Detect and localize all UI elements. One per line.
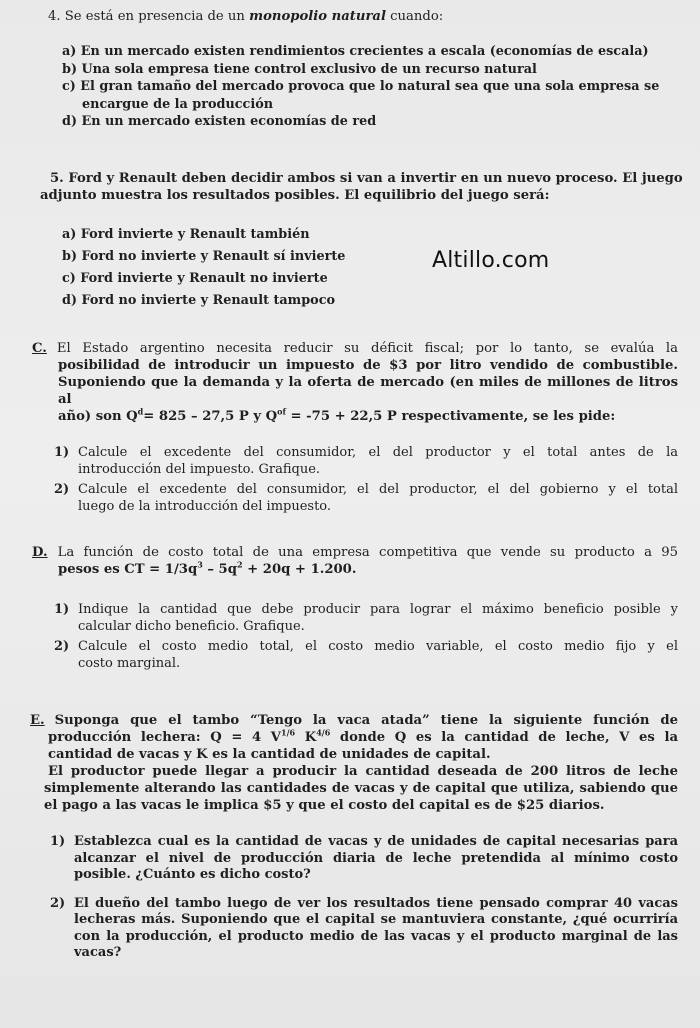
question-d-line-2: pesos es CT = $1/3q^3 - 5q^2 + 20q + 1.200$. xyxy=(58,559,357,577)
question-c-line-3: Suponiendo que la demanda y la oferta de mercado (en miles de millones de litros al xyxy=(58,375,678,407)
question-e-items xyxy=(30,834,678,962)
question-e-line-5: simplemente alterando las cantidades de vacas y de capital que utiliza, sabiendo que xyxy=(44,781,678,796)
option-b: b) Una sola empresa tiene control exclusivo de un recurso natural xyxy=(62,61,537,77)
option-b: b) Ford no invierte y Renault sí invierte xyxy=(62,249,346,264)
question-d-item-1: 1) Indique la cantidad que debe producir para lograr el máximo beneficio posible y calcular dicho beneficio. Grafique. xyxy=(54,602,678,634)
option-d: d) En un mercado existen economías de red xyxy=(62,114,377,129)
question-d-line-1: D. La función de costo total de una empresa competitiva que vende su producto a 95 xyxy=(32,545,678,560)
option-c-continued: encargue de la producción xyxy=(82,96,274,112)
question-4-title: 4. Se está en presencia de un monopolio natural cuando: xyxy=(48,9,444,24)
question-d-items xyxy=(32,602,678,672)
option-a: a) En un mercado existen rendimientos crecientes a escala (economías de escala) xyxy=(62,44,649,59)
question-d-item-2: 2) Calcule el costo medio total, el costo medio variable, el costo medio fijo y el costo marginal. xyxy=(54,639,678,671)
question-c-items xyxy=(32,445,678,515)
question-d xyxy=(32,544,678,672)
option-c: c) Ford invierte y Renault no invierte xyxy=(62,271,328,286)
question-5-line-2: adjunto muestra los resultados posibles. El equilibrio del juego será: xyxy=(40,188,550,203)
question-c-item-2: 2) Calcule el excedente del consumidor, el del productor, el del gobierno y el total luego de la introducción del impuesto. xyxy=(54,482,678,514)
question-e-line-3: cantidad de vacas y K es la cantidad de unidades de capital. xyxy=(48,747,491,762)
question-e-line-4: El productor puede llegar a producir la cantidad deseada de 200 litros de leche xyxy=(48,764,678,779)
question-c xyxy=(32,340,678,515)
question-5 xyxy=(40,170,683,312)
option-c: c) El gran tamaño del mercado provoca que lo natural sea que una sola empresa se xyxy=(62,79,660,94)
question-c-line-2: posibilidad de introducir un impuesto de $3 por litro vendido de combustible. xyxy=(58,358,678,373)
question-e-line-2: producción lechera: Q = 4 $V^{1/6}$ $K^{4/6}$ donde Q es la cantidad de leche, V es la xyxy=(48,727,678,745)
question-e xyxy=(30,712,678,962)
question-e-line-6: el pago a las vacas le implica $5 y que el costo del capital es de $25 diarios. xyxy=(44,798,605,813)
question-c-item-1: 1) Calcule el excedente del consumidor, el del productor y el total antes de la introducción del impuesto. Grafique. xyxy=(54,445,678,477)
question-e-item-1: 1) Establezca cual es la cantidad de vacas y de unidades de capital necesarias para alcanzar el nivel de producción diaria de leche pretendida al mínimo costo posible. ¿Cuánto es dicho costo? xyxy=(50,834,678,882)
option-a: a) Ford invierte y Renault también xyxy=(62,227,310,242)
question-e-line-1: E. Suponga que el tambo “Tengo la vaca atada” tiene la siguiente función de xyxy=(30,713,678,728)
question-5-options xyxy=(40,224,678,312)
question-e-item-2: 2) El dueño del tambo luego de ver los resultados tiene pensado comprar 40 vacas lecheras más. Suponiendo que el capital se mantuviera constante, ¿qué ocurriría con la producción, el producto medio de las vacas y el producto marginal de las vacas? xyxy=(50,895,678,960)
option-d: d) Ford no invierte y Renault tampoco xyxy=(62,293,336,308)
question-c-line-1: C. El Estado argentino necesita reducir su déficit fiscal; por lo tanto, se evalúa la xyxy=(32,341,678,356)
question-c-line-4: año) son $Q^d= 825 - 27,5$ P y $Q^{of} = -75 + 22,5$ P respectivamente, se les pide: xyxy=(58,406,616,424)
question-5-line-1: 5. Ford y Renault deben decidir ambos si van a invertir en un nuevo proceso. El juego xyxy=(50,171,683,186)
question-4-options xyxy=(40,43,678,131)
question-4 xyxy=(40,8,678,131)
watermark: Altillo.com xyxy=(432,248,550,273)
